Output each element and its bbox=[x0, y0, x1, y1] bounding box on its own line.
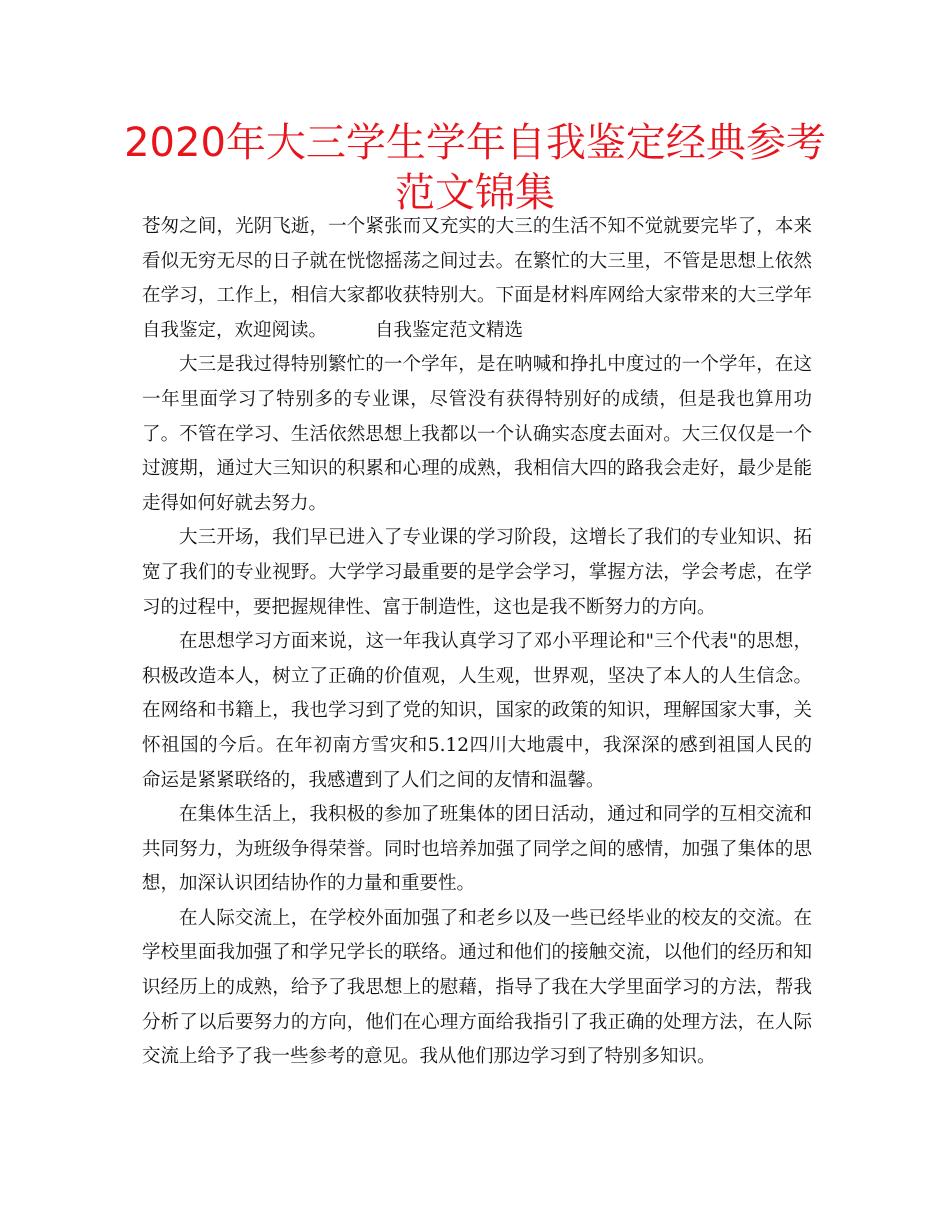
body-paragraph-2: 大三开场，我们早已进入了专业课的学习阶段，这增长了我们的专业知识、拓宽了我们的专业视野。大学学习最重要的是学会学习，掌握方法，学会考虑，在学习的过程中，要把握规律性、富于制造性，这也是我不断努力的方向。 bbox=[142, 527, 812, 618]
body-paragraph-3: 在思想学习方面来说，这一年我认真学习了邓小平理论和"三个代表"的思想，积极改造本人，树立了正确的价值观，人生观，世界观，坚决了本人的人生信念。在网络和书籍上，我也学习到了党的知识，国家的政策的知识，理解国家大事，关怀祖国的今后。在年初南方雪灾和5.12四川大地震中，我深深的感到祖国人民的命运是紧紧联络的，我感遭到了人们之间的友情和温馨。 bbox=[142, 631, 812, 791]
body-paragraph-4: 在集体生活上，我积极的参加了班集体的团日活动，通过和同学的互相交流和共同努力，为班级争得荣誉。同时也培养加强了同学之间的感情，加强了集体的思想，加深认识团结协作的力量和重要性。 bbox=[142, 804, 812, 895]
body-paragraph-5: 在人际交流上，在学校外面加强了和老乡以及一些已经毕业的校友的交流。在学校里面我加强了和学兄学长的联络。通过和他们的接触交流，以他们的经历和知识经历上的成熟，给予了我思想上的慰藉，指导了我在大学里面学习的方法，帮我分析了以后要努力的方向，他们在心理方面给我指引了我正确的处理方法，在人际交流上给予了我一些参考的意见。我从他们那边学习到了特别多知识。 bbox=[142, 907, 812, 1068]
document-title: 2020年大三学生学年自我鉴定经典参考范文锦集 bbox=[124, 120, 826, 216]
body-paragraph-1: 大三是我过得特别繁忙的一个学年，是在呐喊和挣扎中度过的一个学年，在这一年里面学习了特别多的专业课，尽管没有获得特别好的成绩，但是我也算用功了。不管在学习、生活依然思想上我都以一个认确实态度去面对。大三仅仅是一个过渡期，通过大三知识的积累和心理的成熟，我相信大四的路我会走好，最少是能走得如何好就去努力。 bbox=[142, 354, 812, 514]
intro-paragraph bbox=[142, 210, 812, 348]
intro-text: 苍匆之间，光阴飞逝，一个紧张而又充实的大三的生活不知不觉就要完毕了，本来看似无穷无尽的日子就在恍惚摇荡之间过去。在繁忙的大三里，不管是思想上依然在学习，工作上，相信大家都收获特别大。下面是材料库网给大家带来的大三学年自我鉴定，欢迎阅读。 bbox=[142, 216, 812, 341]
document-body bbox=[142, 210, 812, 1075]
intro-subheading: 自我鉴定范文精选 bbox=[375, 319, 524, 341]
